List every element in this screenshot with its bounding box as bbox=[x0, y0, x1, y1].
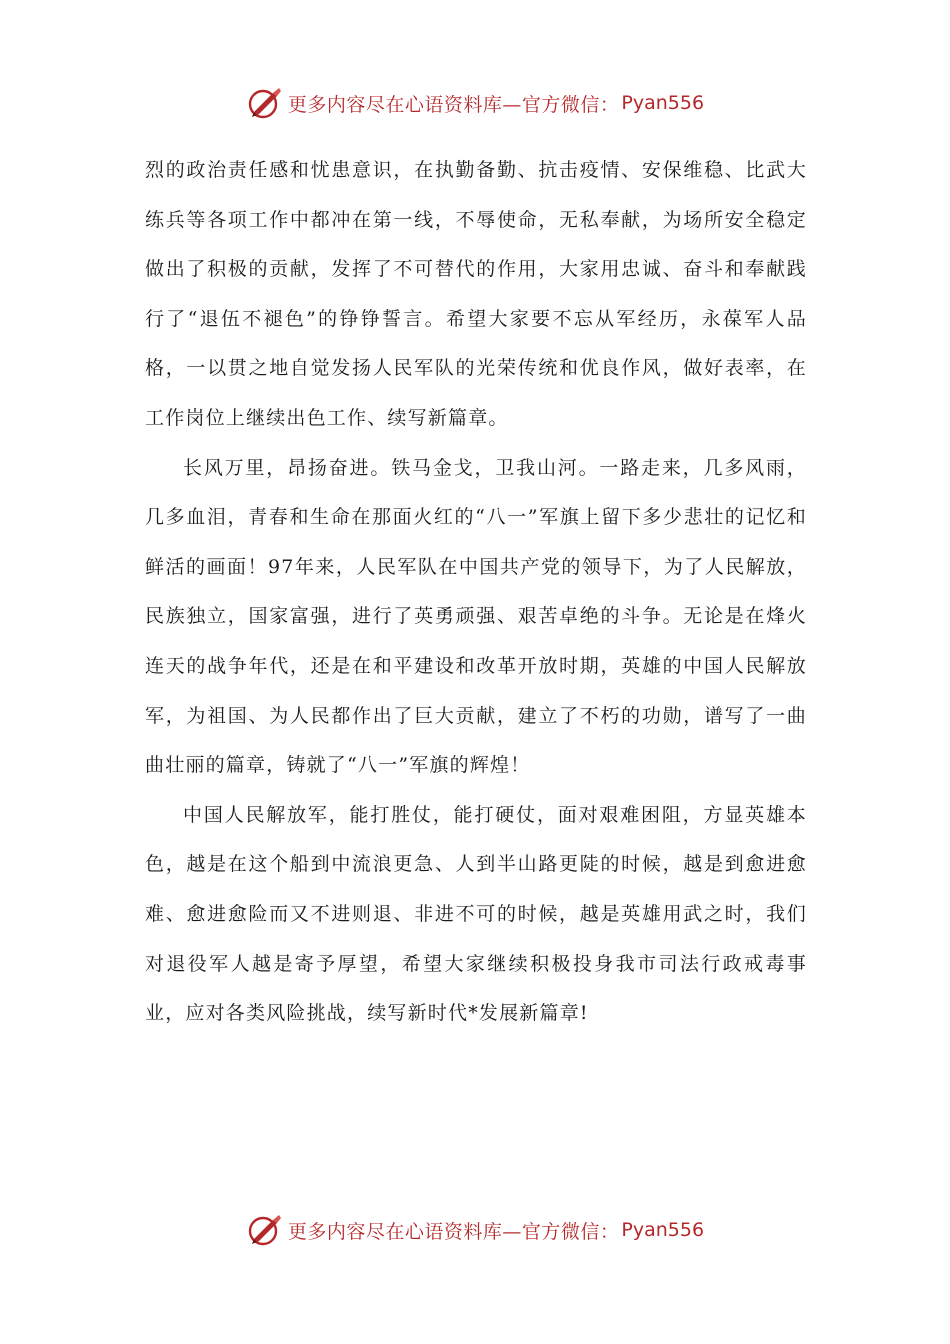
footer-banner bbox=[0, 1210, 950, 1250]
header-banner bbox=[0, 83, 950, 123]
paragraph-3: 中国人民解放军，能打胜仗，能打硬仗，面对艰难困阻，方显英雄本色，越是在这个船到中流浪更急、人到半山路更陡的时候，越是到愈进愈难、愈进愈险而又不进则退、非进不可的时候，越是英雄用武之时，我们对退役军人越是寄予厚望，希望大家继续积极投身我市司法行政戒毒事业，应对各类风险挑战，续写新时代*发展新篇章! bbox=[145, 803, 807, 1025]
banner-text: 更多内容尽在心语资料库—官方微信： bbox=[287, 1220, 620, 1243]
paragraph-2: 长风万里，昂扬奋进。铁马金戈，卫我山河。一路走来，几多风雨，几多血泪，青春和生命在那面火红的“八一”军旗上留下多少悲壮的记忆和鲜活的画面！97年来，人民军队在中国共产党的领导下，为了人民解放，民族独立，国家富强，进行了英勇顽强、艰苦卓绝的斗争。无论是在烽火连天的战争年代，还是在和平建设和改革开放时期，英雄的中国人民解放军，为祖国、为人民都作出了巨大贡献，建立了不朽的功勋，谱写了一曲曲壮丽的篇章，铸就了“八一”军旗的辉煌！ bbox=[145, 456, 807, 777]
wechat-id: Pyan556 bbox=[621, 1219, 705, 1241]
pen-in-circle-logo-icon bbox=[246, 86, 284, 120]
paragraph-1: 烈的政治责任感和忧患意识，在执勤备勤、抗击疫情、安保维稳、比武大练兵等各项工作中都冲在第一线，不辱使命，无私奉献，为场所安全稳定做出了积极的贡献，发挥了不可替代的作用，大家用忠诚、奋斗和奉献践行了“退伍不褪色”的铮铮誓言。希望大家要不忘从军经历，永葆军人品格，一以贯之地自觉发扬人民军队的光荣传统和优良作风，做好表率，在工作岗位上继续出色工作、续写新篇章。 bbox=[145, 159, 807, 429]
pen-in-circle-logo-icon bbox=[246, 1213, 284, 1247]
banner-text: 更多内容尽在心语资料库—官方微信： bbox=[287, 93, 620, 116]
article-body bbox=[145, 146, 807, 1039]
wechat-id: Pyan556 bbox=[621, 92, 705, 114]
